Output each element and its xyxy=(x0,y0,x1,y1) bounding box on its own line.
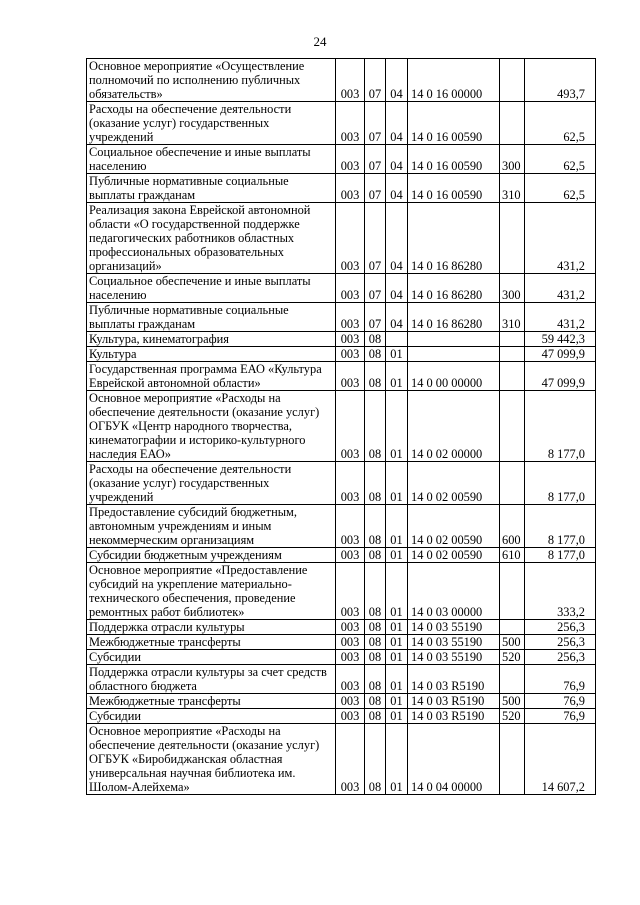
row-target-article: 14 0 16 00590 xyxy=(408,145,500,174)
row-subsection-code: 01 xyxy=(386,391,408,462)
row-subsection-code: 01 xyxy=(386,505,408,548)
row-target-article: 14 0 02 00590 xyxy=(408,462,500,505)
row-expense-type xyxy=(500,391,525,462)
row-name: Социальное обеспечение и иные выплаты населению xyxy=(87,145,336,174)
row-subsection-code: 04 xyxy=(386,203,408,274)
row-name: Межбюджетные трансферты xyxy=(87,694,336,709)
row-ministry-code: 003 xyxy=(336,391,365,462)
row-amount: 431,2 xyxy=(525,303,596,332)
row-ministry-code: 003 xyxy=(336,174,365,203)
table-row xyxy=(87,145,596,174)
row-ministry-code: 003 xyxy=(336,650,365,665)
row-amount: 256,3 xyxy=(525,620,596,635)
row-ministry-code: 003 xyxy=(336,303,365,332)
table-row xyxy=(87,709,596,724)
row-target-article: 14 0 02 00000 xyxy=(408,391,500,462)
row-amount: 333,2 xyxy=(525,563,596,620)
row-section-code: 07 xyxy=(365,102,386,145)
row-section-code: 07 xyxy=(365,145,386,174)
row-amount: 431,2 xyxy=(525,274,596,303)
row-ministry-code: 003 xyxy=(336,59,365,102)
row-subsection-code: 04 xyxy=(386,274,408,303)
row-amount: 256,3 xyxy=(525,650,596,665)
row-name: Основное мероприятие «Предоставление субсидий на укрепление материально-технического обеспечения, проведение ремонтных работ библиотек» xyxy=(87,563,336,620)
row-section-code: 08 xyxy=(365,635,386,650)
table-row xyxy=(87,462,596,505)
row-subsection-code: 04 xyxy=(386,59,408,102)
table-row xyxy=(87,548,596,563)
table-row xyxy=(87,724,596,795)
row-target-article: 14 0 03 R5190 xyxy=(408,694,500,709)
row-name: Субсидии xyxy=(87,650,336,665)
row-target-article: 14 0 02 00590 xyxy=(408,505,500,548)
row-name: Основное мероприятие «Осуществление полномочий по исполнению публичных обязательств» xyxy=(87,59,336,102)
row-target-article: 14 0 00 00000 xyxy=(408,362,500,391)
row-amount: 76,9 xyxy=(525,709,596,724)
row-section-code: 07 xyxy=(365,274,386,303)
row-target-article: 14 0 03 00000 xyxy=(408,563,500,620)
budget-table xyxy=(86,58,596,795)
row-ministry-code: 003 xyxy=(336,563,365,620)
row-amount: 8 177,0 xyxy=(525,548,596,563)
row-amount: 62,5 xyxy=(525,145,596,174)
table-row xyxy=(87,347,596,362)
table-row xyxy=(87,174,596,203)
row-target-article: 14 0 16 86280 xyxy=(408,203,500,274)
row-expense-type xyxy=(500,620,525,635)
row-ministry-code: 003 xyxy=(336,505,365,548)
table-row xyxy=(87,650,596,665)
row-target-article: 14 0 02 00590 xyxy=(408,548,500,563)
row-target-article: 14 0 16 00000 xyxy=(408,59,500,102)
table-row xyxy=(87,102,596,145)
row-expense-type xyxy=(500,332,525,347)
row-section-code: 07 xyxy=(365,174,386,203)
row-amount: 76,9 xyxy=(525,694,596,709)
row-expense-type xyxy=(500,665,525,694)
row-amount: 62,5 xyxy=(525,174,596,203)
row-section-code: 08 xyxy=(365,709,386,724)
row-target-article: 14 0 03 R5190 xyxy=(408,665,500,694)
row-ministry-code: 003 xyxy=(336,362,365,391)
row-name: Межбюджетные трансферты xyxy=(87,635,336,650)
row-section-code: 08 xyxy=(365,650,386,665)
row-subsection-code: 01 xyxy=(386,665,408,694)
row-ministry-code: 003 xyxy=(336,102,365,145)
row-name: Предоставление субсидий бюджетным, автономным учреждениям и иным некоммерческим организациям xyxy=(87,505,336,548)
row-name: Публичные нормативные социальные выплаты гражданам xyxy=(87,303,336,332)
row-target-article: 14 0 16 86280 xyxy=(408,274,500,303)
row-section-code: 07 xyxy=(365,203,386,274)
table-row xyxy=(87,332,596,347)
row-ministry-code: 003 xyxy=(336,274,365,303)
row-expense-type: 520 xyxy=(500,709,525,724)
row-expense-type xyxy=(500,724,525,795)
row-subsection-code: 04 xyxy=(386,303,408,332)
row-section-code: 08 xyxy=(365,505,386,548)
row-expense-type: 300 xyxy=(500,274,525,303)
row-ministry-code: 003 xyxy=(336,332,365,347)
row-ministry-code: 003 xyxy=(336,665,365,694)
table-row xyxy=(87,694,596,709)
table-row xyxy=(87,362,596,391)
row-expense-type xyxy=(500,102,525,145)
row-name: Расходы на обеспечение деятельности (оказание услуг) государственных учреждений xyxy=(87,102,336,145)
row-expense-type xyxy=(500,362,525,391)
row-section-code: 08 xyxy=(365,362,386,391)
row-section-code: 08 xyxy=(365,462,386,505)
row-expense-type: 610 xyxy=(500,548,525,563)
row-expense-type xyxy=(500,347,525,362)
row-name: Расходы на обеспечение деятельности (оказание услуг) государственных учреждений xyxy=(87,462,336,505)
row-name: Социальное обеспечение и иные выплаты населению xyxy=(87,274,336,303)
row-section-code: 08 xyxy=(365,391,386,462)
row-ministry-code: 003 xyxy=(336,548,365,563)
row-expense-type xyxy=(500,563,525,620)
row-ministry-code: 003 xyxy=(336,347,365,362)
row-subsection-code xyxy=(386,332,408,347)
row-name: Государственная программа ЕАО «Культура Еврейской автономной области» xyxy=(87,362,336,391)
row-section-code: 08 xyxy=(365,332,386,347)
row-subsection-code: 01 xyxy=(386,724,408,795)
row-expense-type: 500 xyxy=(500,635,525,650)
row-target-article: 14 0 16 86280 xyxy=(408,303,500,332)
row-ministry-code: 003 xyxy=(336,620,365,635)
row-ministry-code: 003 xyxy=(336,145,365,174)
row-expense-type xyxy=(500,203,525,274)
table-row xyxy=(87,563,596,620)
row-name: Поддержка отрасли культуры xyxy=(87,620,336,635)
row-section-code: 08 xyxy=(365,620,386,635)
row-section-code: 07 xyxy=(365,303,386,332)
row-subsection-code: 01 xyxy=(386,650,408,665)
row-expense-type: 310 xyxy=(500,303,525,332)
row-target-article: 14 0 03 R5190 xyxy=(408,709,500,724)
row-expense-type xyxy=(500,462,525,505)
row-ministry-code: 003 xyxy=(336,724,365,795)
row-expense-type: 520 xyxy=(500,650,525,665)
row-name: Поддержка отрасли культуры за счет средств областного бюджета xyxy=(87,665,336,694)
row-section-code: 08 xyxy=(365,548,386,563)
row-subsection-code: 01 xyxy=(386,635,408,650)
row-target-article: 14 0 03 55190 xyxy=(408,620,500,635)
row-section-code: 07 xyxy=(365,59,386,102)
row-expense-type: 300 xyxy=(500,145,525,174)
row-name: Реализация закона Еврейской автономной области «О государственной поддержке педагогических работников областных профессиональных образовательных организаций» xyxy=(87,203,336,274)
row-subsection-code: 01 xyxy=(386,620,408,635)
row-target-article: 14 0 16 00590 xyxy=(408,102,500,145)
row-expense-type xyxy=(500,59,525,102)
row-section-code: 08 xyxy=(365,694,386,709)
row-subsection-code: 01 xyxy=(386,709,408,724)
row-ministry-code: 003 xyxy=(336,709,365,724)
row-amount: 76,9 xyxy=(525,665,596,694)
row-subsection-code: 04 xyxy=(386,174,408,203)
row-subsection-code: 04 xyxy=(386,102,408,145)
row-amount: 14 607,2 xyxy=(525,724,596,795)
row-amount: 59 442,3 xyxy=(525,332,596,347)
row-ministry-code: 003 xyxy=(336,635,365,650)
row-expense-type: 500 xyxy=(500,694,525,709)
row-target-article xyxy=(408,332,500,347)
row-amount: 493,7 xyxy=(525,59,596,102)
table-row xyxy=(87,620,596,635)
row-target-article xyxy=(408,347,500,362)
row-name: Субсидии xyxy=(87,709,336,724)
row-subsection-code: 01 xyxy=(386,548,408,563)
row-amount: 8 177,0 xyxy=(525,505,596,548)
row-name: Субсидии бюджетным учреждениям xyxy=(87,548,336,563)
row-target-article: 14 0 03 55190 xyxy=(408,650,500,665)
table-row xyxy=(87,203,596,274)
row-amount: 47 099,9 xyxy=(525,347,596,362)
table-row xyxy=(87,59,596,102)
table-row xyxy=(87,505,596,548)
row-subsection-code: 01 xyxy=(386,563,408,620)
row-section-code: 08 xyxy=(365,347,386,362)
row-target-article: 14 0 04 00000 xyxy=(408,724,500,795)
row-name: Культура, кинематография xyxy=(87,332,336,347)
row-amount: 256,3 xyxy=(525,635,596,650)
row-target-article: 14 0 03 55190 xyxy=(408,635,500,650)
row-name: Культура xyxy=(87,347,336,362)
row-subsection-code: 01 xyxy=(386,462,408,505)
row-amount: 62,5 xyxy=(525,102,596,145)
row-ministry-code: 003 xyxy=(336,203,365,274)
row-amount: 8 177,0 xyxy=(525,391,596,462)
table-row xyxy=(87,303,596,332)
row-amount: 8 177,0 xyxy=(525,462,596,505)
row-section-code: 08 xyxy=(365,563,386,620)
row-ministry-code: 003 xyxy=(336,462,365,505)
table-body xyxy=(87,59,596,795)
row-target-article: 14 0 16 00590 xyxy=(408,174,500,203)
row-section-code: 08 xyxy=(365,665,386,694)
row-ministry-code: 003 xyxy=(336,694,365,709)
row-subsection-code: 01 xyxy=(386,694,408,709)
row-name: Публичные нормативные социальные выплаты гражданам xyxy=(87,174,336,203)
row-section-code: 08 xyxy=(365,724,386,795)
row-expense-type: 600 xyxy=(500,505,525,548)
row-expense-type: 310 xyxy=(500,174,525,203)
row-subsection-code: 01 xyxy=(386,347,408,362)
row-amount: 47 099,9 xyxy=(525,362,596,391)
row-subsection-code: 01 xyxy=(386,362,408,391)
table-row xyxy=(87,274,596,303)
row-amount: 431,2 xyxy=(525,203,596,274)
row-name: Основное мероприятие «Расходы на обеспечение деятельности (оказание услуг) ОГБУК «Биробиджанская областная универсальная научная библиотека им. Шолом-Алейхема» xyxy=(87,724,336,795)
row-name: Основное мероприятие «Расходы на обеспечение деятельности (оказание услуг) ОГБУК «Центр народного творчества, кинематографии и историко-культурного наследия ЕАО» xyxy=(87,391,336,462)
table-row xyxy=(87,635,596,650)
page-number: 24 xyxy=(313,34,327,49)
table-row xyxy=(87,665,596,694)
row-subsection-code: 04 xyxy=(386,145,408,174)
table-row xyxy=(87,391,596,462)
